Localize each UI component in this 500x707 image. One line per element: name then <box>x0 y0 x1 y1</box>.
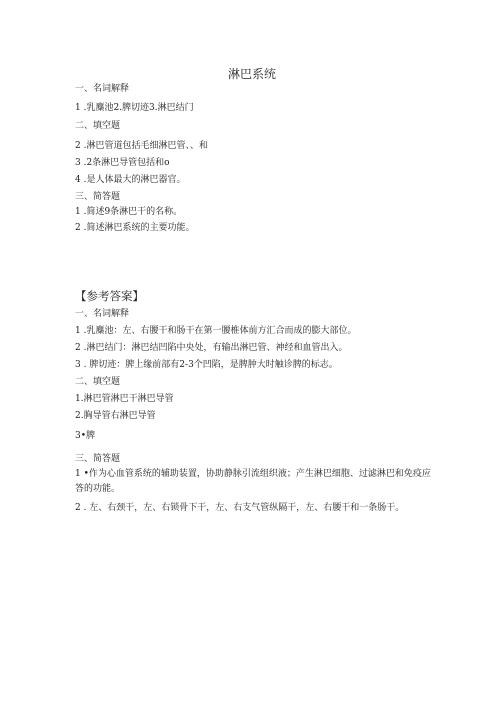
section-heading-fill-blank: 二、填空题 <box>75 377 121 387</box>
answer-line: 2.胸导管右淋巴导管 <box>75 411 156 421</box>
section-heading-fill-blank: 二、填空题 <box>75 121 121 131</box>
section-heading-definitions: 一、名词解释 <box>75 84 130 94</box>
answer-line: 1 .乳麋池：左、右腰干和肠干在第一腰椎体前方汇合而成的膨大部位。 <box>75 326 357 336</box>
section-heading-short-answer: 三、简答题 <box>75 192 121 202</box>
answer-line: 3•脾 <box>75 431 96 441</box>
question-line: 2 .淋巴管道包括毛细淋巴管、、和 <box>75 141 208 151</box>
question-line: 1 .乳麋池2.脾切迹3.淋巴结门 <box>75 103 194 113</box>
question-line: 4 .是人体最大的淋巴器官。 <box>75 175 186 185</box>
answer-paragraph: 1 •作为心血管系统的辅助装置，协助静脉引流组织液；产生淋巴细胞、过滤淋巴和免疫应答的功能。 <box>75 469 431 494</box>
section-heading-definitions: 一、名词解释 <box>75 309 130 319</box>
answer-paragraph: 2 . 左、右颈干，左、右锁骨下干，左、右支气管纵隔干，左、右腰干和一条肠干。 <box>75 503 405 513</box>
answer-line: 1.淋巴管淋巴干淋巴导管 <box>75 394 174 404</box>
answer-line: 2 .淋巴结门：淋巴结凹陷中央处，有输出淋巴管、神经和血管出入。 <box>75 343 348 353</box>
answer-line: 3 . 脾切迹：脾上缘前部有2-3个凹陷，是脾肿大时触诊脾的标志。 <box>75 360 338 370</box>
section-heading-short-answer: 三、简答题 <box>75 454 121 464</box>
question-line: 3 .2条淋巴导管包括和o <box>75 158 170 168</box>
question-line: 1 .简述9条淋巴干的名称。 <box>75 207 183 217</box>
page-title: 淋巴系统 <box>228 67 277 81</box>
answers-heading: 【参考答案】 <box>75 289 144 303</box>
question-line: 2 .简述淋巴系统的主要功能。 <box>75 223 195 233</box>
